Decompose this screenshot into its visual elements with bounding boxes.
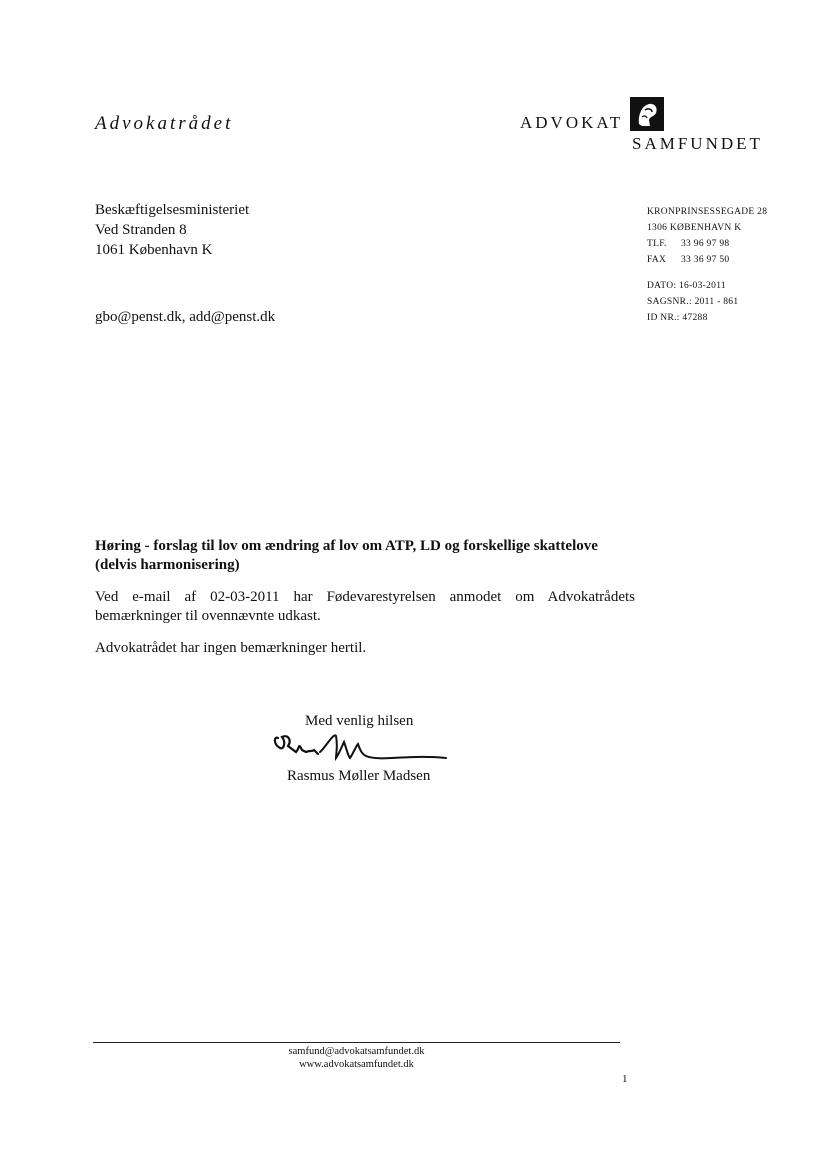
sender-name: Advokatrådet	[95, 113, 234, 134]
letter-paragraph-2: Advokatrådet har ingen bemærkninger hertil.	[95, 640, 367, 656]
recipient-street: Ved Stranden 8	[95, 222, 187, 238]
letter-date: DATO: 16-03-2011	[647, 281, 726, 291]
recipient-emails: gbo@penst.dk, add@penst.dk	[95, 309, 276, 325]
phone-value: 33 96 97 98	[681, 239, 730, 249]
letter-paragraph-1: Ved e-mail af 02-03-2011 har Fødevarestyrelsen anmodet om Advokatrådets bemærkninger til ovennævnte udkast.	[95, 589, 635, 624]
logo-emblem-icon	[630, 97, 664, 131]
closing-greeting: Med venlig hilsen	[305, 713, 414, 729]
footer	[93, 1045, 620, 1071]
page-number: 1	[622, 1073, 628, 1085]
recipient-address	[95, 200, 249, 260]
contact-city: 1306 KØBENHAVN K	[647, 223, 742, 233]
logo-text-advokat: ADVOKAT	[520, 113, 624, 132]
recipient-city: 1061 København K	[95, 242, 213, 258]
logo-text-samfundet: SAMFUNDET	[632, 134, 763, 153]
contact-address: KRONPRINSESSEGADE 28	[647, 207, 768, 217]
case-number: SAGSNR.: 2011 - 861	[647, 297, 739, 307]
footer-website: www.advokatsamfundet.dk	[299, 1059, 414, 1070]
contact-block	[647, 204, 767, 326]
letter-subject: Høring - forslag til lov om ændring af lov om ATP, LD og forskellige skattelove (delvis harmonisering)	[95, 538, 598, 573]
footer-email: samfund@advokatsamfundet.dk	[288, 1046, 425, 1057]
signer-name: Rasmus Møller Madsen	[287, 768, 431, 784]
recipient-name: Beskæftigelsesministeriet	[95, 202, 250, 218]
id-number: ID NR.: 47288	[647, 313, 708, 323]
footer-divider	[93, 1042, 620, 1043]
contact-phone	[647, 236, 767, 252]
fax-value: 33 36 97 50	[681, 255, 730, 265]
contact-fax	[647, 252, 767, 268]
phone-label: TLF.	[647, 239, 667, 249]
fax-label: FAX	[647, 255, 667, 265]
